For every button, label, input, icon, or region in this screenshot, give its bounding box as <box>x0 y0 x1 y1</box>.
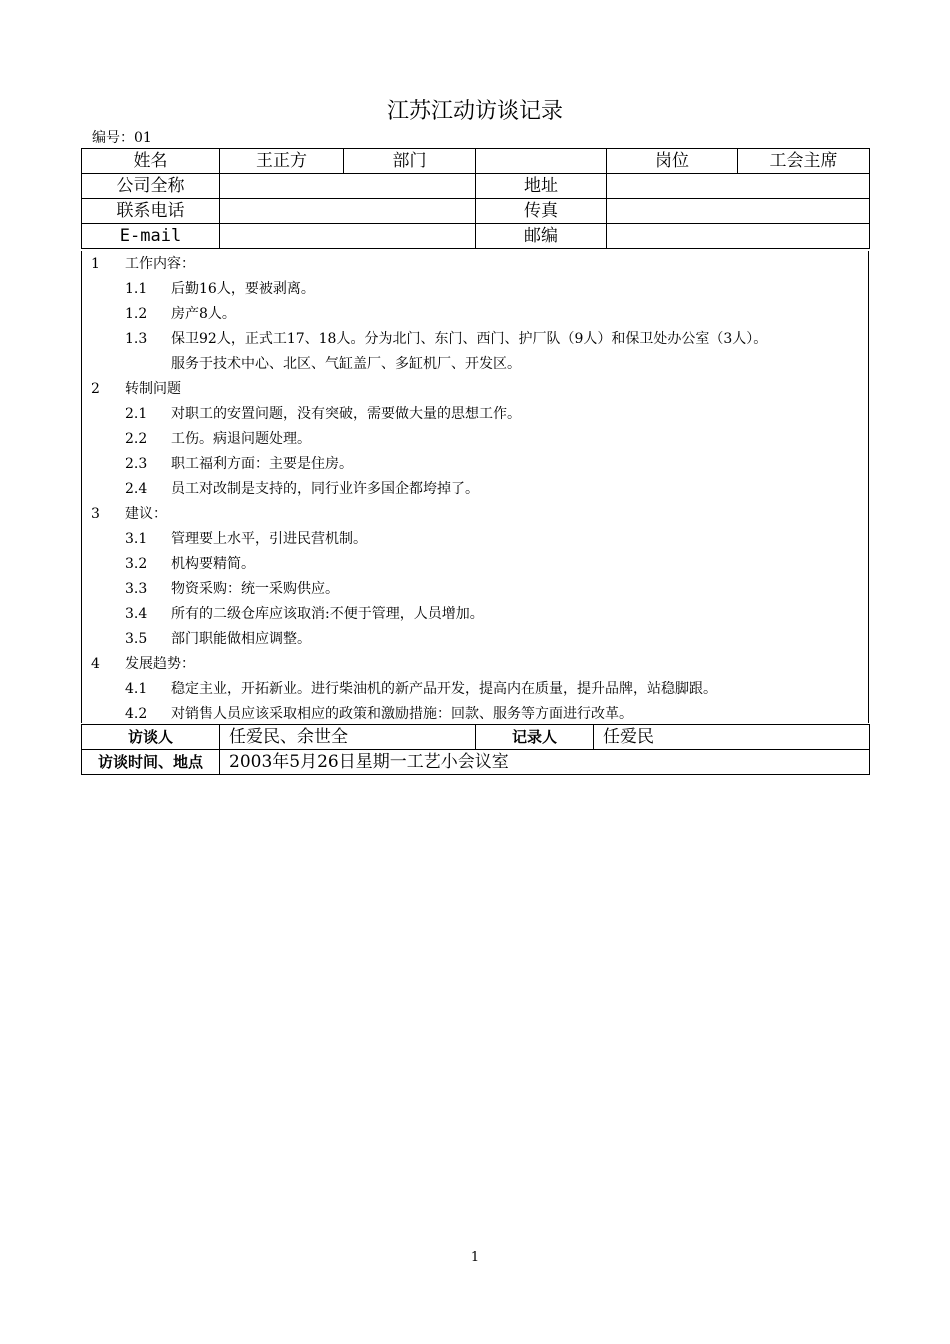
postcode-label: 邮编 <box>476 224 607 249</box>
item-1-3-continuation: 服务于技术中心、北区、气缸盖厂、多缸机厂、开发区。 <box>171 356 521 372</box>
item-4-2: 4.2 对销售人员应该采取相应的政策和激励措施：回款、服务等方面进行改革。 <box>125 706 633 722</box>
item-3-3: 3.3 物资采购：统一采购供应。 <box>125 581 339 597</box>
address-value <box>607 174 870 199</box>
fax-label: 传真 <box>476 199 607 224</box>
item-3-2: 3.2 机构要精简。 <box>125 556 255 572</box>
item-3-4: 3.4 所有的二级仓库应该取消:不便于管理，人员增加。 <box>125 606 484 622</box>
item-2-1: 2.1 对职工的安置问题，没有突破，需要做大量的思想工作。 <box>125 406 521 422</box>
info-row-email <box>82 224 870 249</box>
item-1-2: 1.2 房产8人。 <box>125 306 236 322</box>
section-4-heading: 4 发展趋势： <box>91 656 195 672</box>
item-3-1: 3.1 管理要上水平，引进民营机制。 <box>125 531 367 547</box>
footer-table <box>81 724 870 775</box>
item-4-1: 4.1 稳定主业，开拓新业。进行柴油机的新产品开发，提高内在质量，提升品牌，站稳脚跟。 <box>125 681 717 697</box>
footer-row-people <box>82 725 870 750</box>
post-value: 工会主席 <box>738 149 870 174</box>
time-place-label: 访谈时间、地点 <box>82 750 220 775</box>
info-row-name <box>82 149 870 174</box>
interviewer-label: 访谈人 <box>82 725 220 750</box>
interview-content <box>81 251 869 723</box>
phone-label: 联系电话 <box>82 199 220 224</box>
info-row-company <box>82 174 870 199</box>
item-2-4: 2.4 员工对改制是支持的，同行业许多国企都垮掉了。 <box>125 481 479 497</box>
footer-row-time-place <box>82 750 870 775</box>
time-place-value: 2003年5月26日星期一工艺小会议室 <box>220 750 870 775</box>
email-label: E-mail <box>82 224 220 249</box>
name-label: 姓名 <box>82 149 220 174</box>
info-row-phone <box>82 199 870 224</box>
item-2-3: 2.3 职工福利方面：主要是住房。 <box>125 456 353 472</box>
section-3-heading: 3 建议： <box>91 506 167 522</box>
email-value <box>220 224 476 249</box>
info-table <box>81 148 870 249</box>
page-number: 1 <box>470 1250 480 1265</box>
recorder-label: 记录人 <box>476 725 594 750</box>
dept-value <box>476 149 607 174</box>
item-1-3: 1.3 保卫92人，正式工17、18人。分为北门、东门、西门、护厂队（9人）和保卫处办公室（3人）。 <box>125 331 768 347</box>
document-number: 编号：01 <box>92 130 152 146</box>
dept-label: 部门 <box>344 149 476 174</box>
company-label: 公司全称 <box>82 174 220 199</box>
interviewer-value: 任爱民、余世全 <box>220 725 476 750</box>
company-value <box>220 174 476 199</box>
fax-value <box>607 199 870 224</box>
item-2-2: 2.2 工伤。病退问题处理。 <box>125 431 311 447</box>
address-label: 地址 <box>476 174 607 199</box>
post-label: 岗位 <box>607 149 738 174</box>
name-value: 王正方 <box>220 149 344 174</box>
postcode-value <box>607 224 870 249</box>
item-1-1: 1.1 后勤16人，要被剥离。 <box>125 281 315 297</box>
phone-value <box>220 199 476 224</box>
section-1-heading: 1 工作内容： <box>91 256 195 272</box>
document-title: 江苏江动访谈记录 <box>386 99 563 124</box>
recorder-value: 任爱民 <box>594 725 870 750</box>
item-3-5: 3.5 部门职能做相应调整。 <box>125 631 311 647</box>
section-2-heading: 2 转制问题 <box>91 381 181 397</box>
